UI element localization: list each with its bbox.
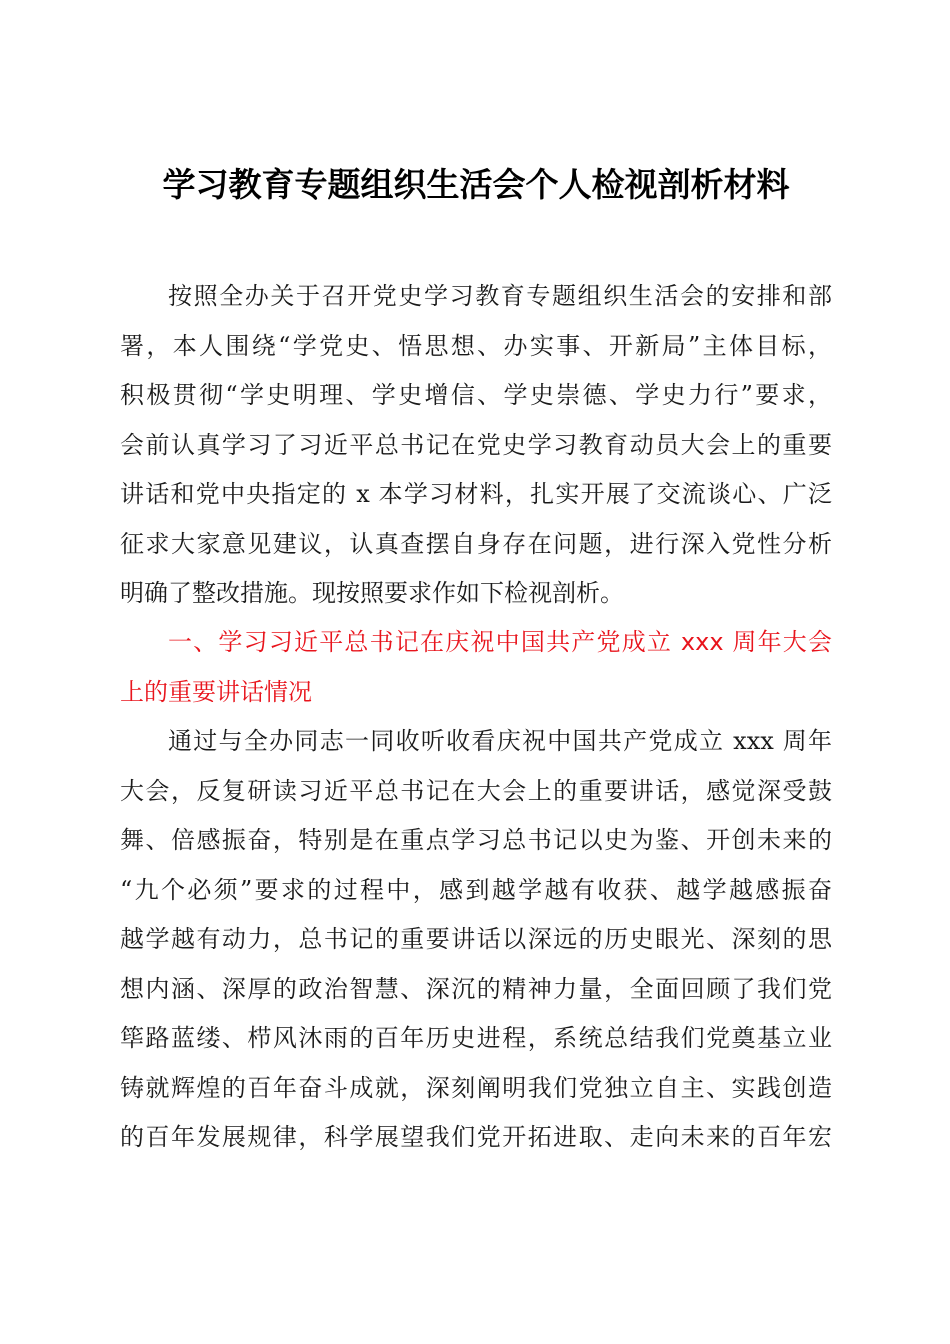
text-line: 积极贯彻“学史明理、学史增信、学史崇德、学史力行”要求， <box>120 381 832 409</box>
section-1-heading <box>120 618 832 717</box>
text-line: 越学越有动力，总书记的重要讲话以深远的历史眼光、深刻的思 <box>120 925 832 953</box>
text-line: 铸就辉煌的百年奋斗成就，深刻阐明我们党独立自主、实践创造 <box>120 1073 832 1102</box>
intro-paragraph <box>120 272 832 619</box>
text-line: 大会，反复研读习近平总书记在大会上的重要讲话，感觉深受鼓 <box>120 776 832 805</box>
text-line: 筚路蓝缕、栉风沐雨的百年历史进程，系统总结我们党奠基立业 <box>120 1024 832 1052</box>
document-title: 学习教育专题组织生活会个人检视剖析材料 <box>162 165 790 204</box>
text-line: 征求大家意见建议，认真查摆自身存在问题，进行深入党性分析 <box>120 529 832 558</box>
text-line: 舞、倍感振奋，特别是在重点学习总书记以史为鉴、开创未来的 <box>120 826 832 854</box>
text-line: 会前认真学习了习近平总书记在党史学习教育动员大会上的重要 <box>120 430 832 459</box>
heading-line: 上的重要讲话情况 <box>120 677 312 706</box>
text-line: 按照全办关于召开党史学习教育专题组织生活会的安排和部 <box>168 282 832 310</box>
text-line: 明确了整改措施。现按照要求作如下检视剖析。 <box>120 579 624 607</box>
text-line: 讲话和党中央指定的 x 本学习材料，扎实开展了交流谈心、广泛 <box>120 480 832 508</box>
text-line: 署，本人围绕“学党史、悟思想、办实事、开新局”主体目标， <box>120 331 832 360</box>
text-line: “九个必须”要求的过程中，感到越学越有收获、越学越感振奋 <box>120 875 832 904</box>
section-1-body <box>120 717 832 1163</box>
text-line: 想内涵、深厚的政治智慧、深沉的精神力量，全面回顾了我们党 <box>120 974 832 1003</box>
text-line: 通过与全办同志一同收听收看庆祝中国共产党成立 xxx 周年 <box>168 727 832 755</box>
text-line: 的百年发展规律，科学展望我们党开拓进取、走向未来的百年宏 <box>120 1123 832 1151</box>
heading-line: 一、学习习近平总书记在庆祝中国共产党成立 xxx 周年大会 <box>168 628 832 656</box>
